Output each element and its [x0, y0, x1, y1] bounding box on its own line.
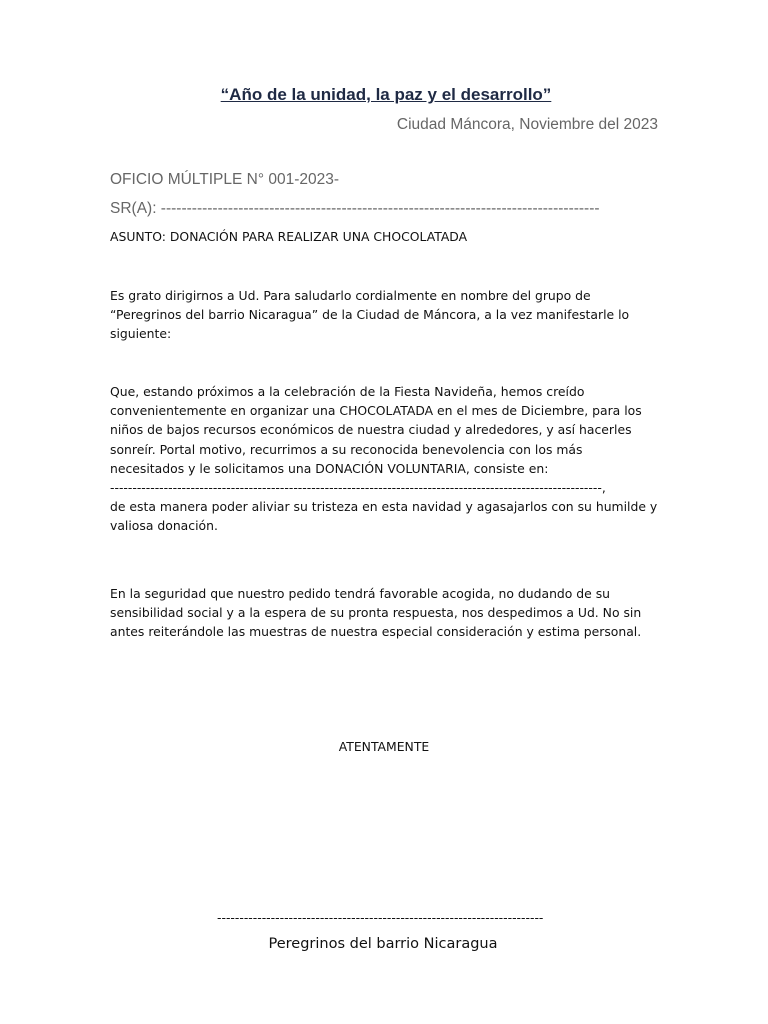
- paragraph-request: [110, 382, 670, 536]
- text-line: Es grato dirigirnos a Ud. Para saludarlo cordialmente en nombre del grupo de: [110, 288, 591, 303]
- text-line: siguiente:: [110, 326, 172, 342]
- paragraph-farewell: [110, 584, 670, 642]
- text-line: niños de bajos recursos económicos de nuestra ciudad y alrededores, y así hacerles: [110, 422, 632, 438]
- text-line: de esta manera poder aliviar su tristeza en esta navidad y agasajarlos con su humilde y: [110, 499, 658, 515]
- text-line: valiosa donación.: [110, 518, 218, 534]
- motto-heading: “Año de la unidad, la paz y el desarrollo”: [220, 85, 552, 104]
- signature-line: -------------------------------------------------------------------------: [217, 910, 544, 925]
- text-line: sonreír. Portal motivo, recurrimos a su reconocida benevolencia con los más: [110, 441, 583, 457]
- paragraph-greeting: [110, 286, 670, 344]
- recipient-line: SR(A): -------------------------------------------------------------------------------------: [110, 200, 600, 217]
- text-line: necesitados y le solicitamos una DONACIÓN VOLUNTARIA, consiste en:: [110, 460, 549, 476]
- donation-blank-line: --------------------------------------------------------------------------------------------------------------,: [110, 479, 606, 495]
- text-line: Que, estando próximos a la celebración de la Fiesta Navideña, hemos creído: [110, 384, 585, 399]
- text-line: En la seguridad que nuestro pedido tendrá favorable acogida, no dudando de su: [110, 586, 611, 601]
- closing-salutation: ATENTAMENTE: [338, 739, 430, 754]
- place-date: Ciudad Máncora, Noviembre del 2023: [396, 116, 658, 133]
- text-line: convenientemente en organizar una CHOCOLATADA en el mes de Diciembre, para los: [110, 403, 642, 419]
- subject-line: ASUNTO: DONACIÓN PARA REALIZAR UNA CHOCOLATADA: [110, 229, 468, 244]
- text-line: antes reiterándole las muestras de nuestra especial consideración y estima personal.: [110, 624, 642, 640]
- text-line: sensibilidad social y a la espera de su pronta respuesta, nos despedimos a Ud. No sin: [110, 605, 642, 621]
- oficio-number: OFICIO MÚLTIPLE N° 001-2023-: [110, 171, 340, 188]
- signature-name: Peregrinos del barrio Nicaragua: [268, 936, 498, 952]
- text-line: “Peregrinos del barrio Nicaragua” de la Ciudad de Máncora, a la vez manifestarle lo: [110, 307, 630, 323]
